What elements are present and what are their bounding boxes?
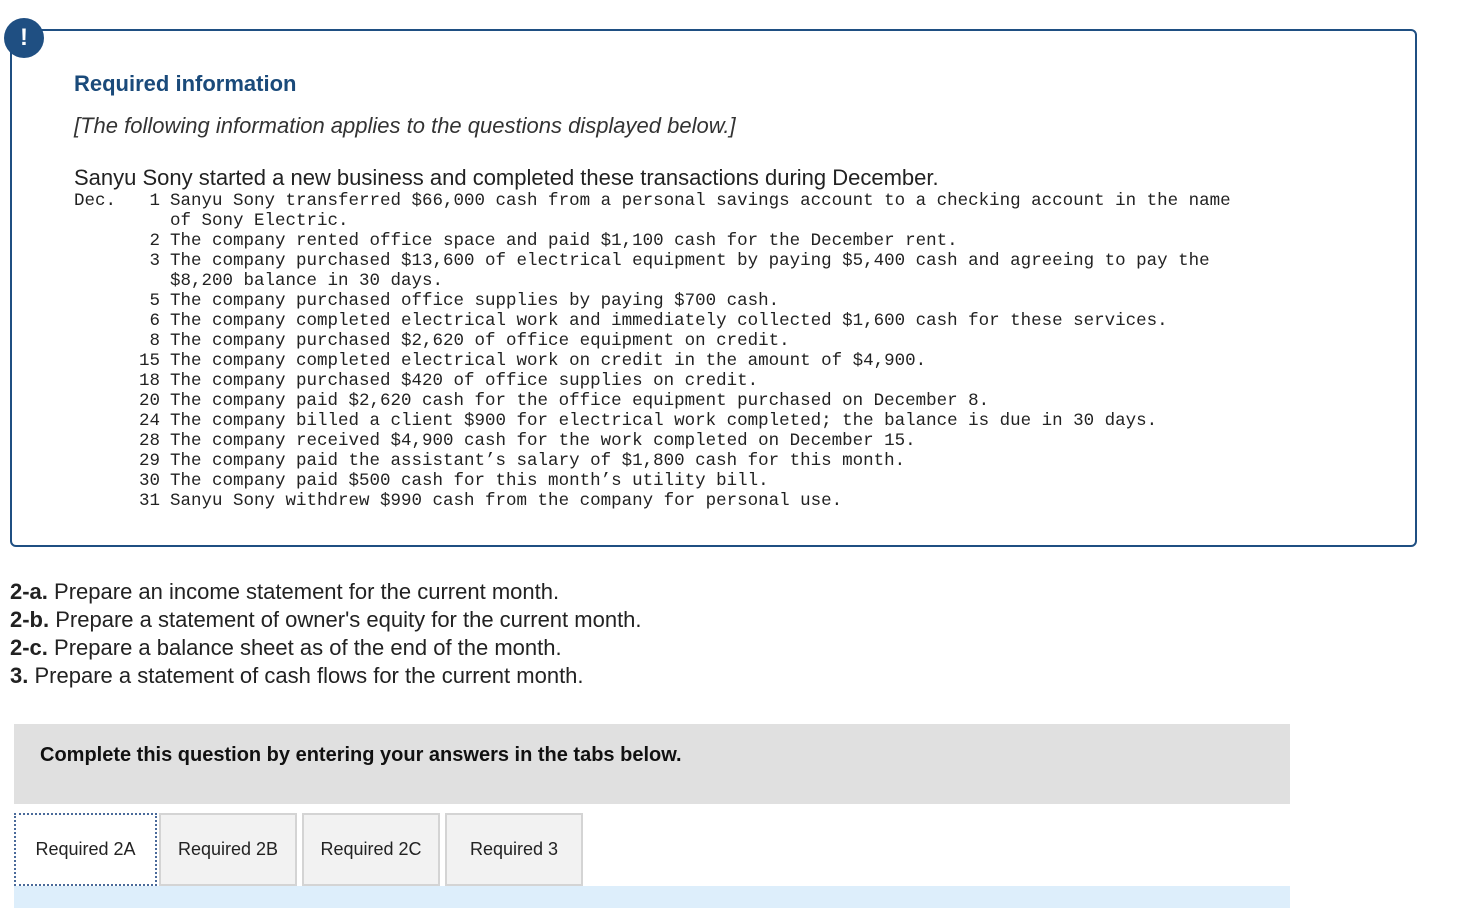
- transaction-day: 5: [149, 291, 160, 311]
- question-list: [10, 578, 642, 690]
- tab-required-2c[interactable]: Required 2C: [302, 813, 440, 886]
- transaction-text: The company rented office space and paid $1,100 cash for the December rent.: [170, 231, 958, 251]
- transaction-day: [136, 211, 160, 231]
- exclamation-icon: !: [4, 18, 44, 58]
- transaction-row: [74, 291, 1370, 311]
- transaction-text: Sanyu Sony withdrew $990 cash from the company for personal use.: [170, 491, 843, 511]
- transaction-day: 28: [138, 431, 160, 451]
- transaction-row: [74, 411, 1370, 431]
- transaction-day: 8: [149, 331, 160, 351]
- transaction-month: [74, 311, 136, 331]
- transaction-month: [74, 251, 136, 271]
- transaction-day: 15: [138, 351, 160, 371]
- transaction-text: The company paid $500 cash for this month’s utility bill.: [170, 471, 769, 491]
- required-information-subtitle: [The following information applies to the questions displayed below.]: [74, 113, 736, 138]
- question-2a: 2-a. Prepare an income statement for the current month.: [10, 579, 560, 604]
- transaction-text: The company purchased office supplies by paying $700 cash.: [170, 291, 780, 311]
- transaction-day: 18: [138, 371, 160, 391]
- transaction-month: [74, 331, 136, 351]
- required-information-title: Required information: [74, 71, 297, 96]
- transaction-month: [74, 211, 136, 231]
- question-3: 3. Prepare a statement of cash flows for the current month.: [10, 663, 584, 688]
- transaction-row: [74, 331, 1370, 351]
- transaction-row: [74, 371, 1370, 391]
- transaction-month: [74, 451, 136, 471]
- transaction-row: [74, 431, 1370, 451]
- transaction-day: 20: [138, 391, 160, 411]
- transaction-row: [74, 351, 1370, 371]
- problem-intro: Sanyu Sony started a new business and completed these transactions during December.: [74, 165, 939, 190]
- transaction-month: [74, 351, 136, 371]
- tab-required-2b[interactable]: Required 2B: [159, 813, 297, 886]
- transaction-row: [74, 471, 1370, 491]
- transaction-month: [74, 491, 136, 511]
- transaction-day: 1: [149, 191, 160, 211]
- transaction-text: The company billed a client $900 for electrical work completed; the balance is due in 30 days.: [170, 411, 1158, 431]
- transaction-text: $8,200 balance in 30 days.: [170, 271, 444, 291]
- transaction-day: 24: [138, 411, 160, 431]
- transaction-day: 31: [138, 491, 160, 511]
- question-2c: 2-c. Prepare a balance sheet as of the end of the month.: [10, 635, 562, 660]
- transaction-month: [74, 371, 136, 391]
- transaction-month: [74, 231, 136, 251]
- transaction-text: of Sony Electric.: [170, 211, 349, 231]
- transaction-day: [136, 271, 160, 291]
- transaction-month: [74, 271, 136, 291]
- transaction-month: [74, 391, 136, 411]
- transaction-text: The company completed electrical work and immediately collected $1,600 cash for these services.: [170, 311, 1168, 331]
- transaction-row: [74, 451, 1370, 471]
- question-2b: 2-b. Prepare a statement of owner's equity for the current month.: [10, 607, 642, 632]
- tab-required-3[interactable]: Required 3: [445, 813, 583, 886]
- transaction-day: 2: [149, 231, 160, 251]
- transaction-row: [74, 271, 1370, 291]
- transaction-text: The company completed electrical work on credit in the amount of $4,900.: [170, 351, 927, 371]
- transaction-row: [74, 491, 1370, 511]
- transaction-month: [74, 431, 136, 451]
- transaction-day: 3: [149, 251, 160, 271]
- transaction-day: 30: [138, 471, 160, 491]
- transaction-row: [74, 191, 1370, 211]
- transaction-row: [74, 211, 1370, 231]
- transaction-month: Dec.: [74, 191, 117, 211]
- transaction-row: [74, 251, 1370, 271]
- transaction-list: [74, 191, 1370, 511]
- required-information-panel: [10, 29, 1417, 547]
- answer-area: [14, 886, 1290, 908]
- transaction-text: The company purchased $420 of office supplies on credit.: [170, 371, 759, 391]
- transaction-day: 29: [138, 451, 160, 471]
- tab-required-2a[interactable]: Required 2A: [14, 813, 157, 886]
- transaction-row: [74, 391, 1370, 411]
- transaction-text: The company received $4,900 cash for the work completed on December 15.: [170, 431, 916, 451]
- transaction-row: [74, 231, 1370, 251]
- transaction-text: The company purchased $2,620 of office equipment on credit.: [170, 331, 790, 351]
- transaction-text: The company purchased $13,600 of electrical equipment by paying $5,400 cash and agreeing to pay the: [170, 251, 1210, 271]
- instructions-text: Complete this question by entering your answers in the tabs below.: [40, 744, 682, 766]
- transaction-month: [74, 411, 136, 431]
- transaction-month: [74, 291, 136, 311]
- transaction-day: 6: [149, 311, 160, 331]
- transaction-text: The company paid $2,620 cash for the office equipment purchased on December 8.: [170, 391, 990, 411]
- transaction-row: [74, 311, 1370, 331]
- transaction-month: [74, 471, 136, 491]
- transaction-text: Sanyu Sony transferred $66,000 cash from a personal savings account to a checking account in the name: [170, 191, 1231, 211]
- instructions-banner: [14, 724, 1290, 804]
- transaction-text: The company paid the assistant’s salary of $1,800 cash for this month.: [170, 451, 906, 471]
